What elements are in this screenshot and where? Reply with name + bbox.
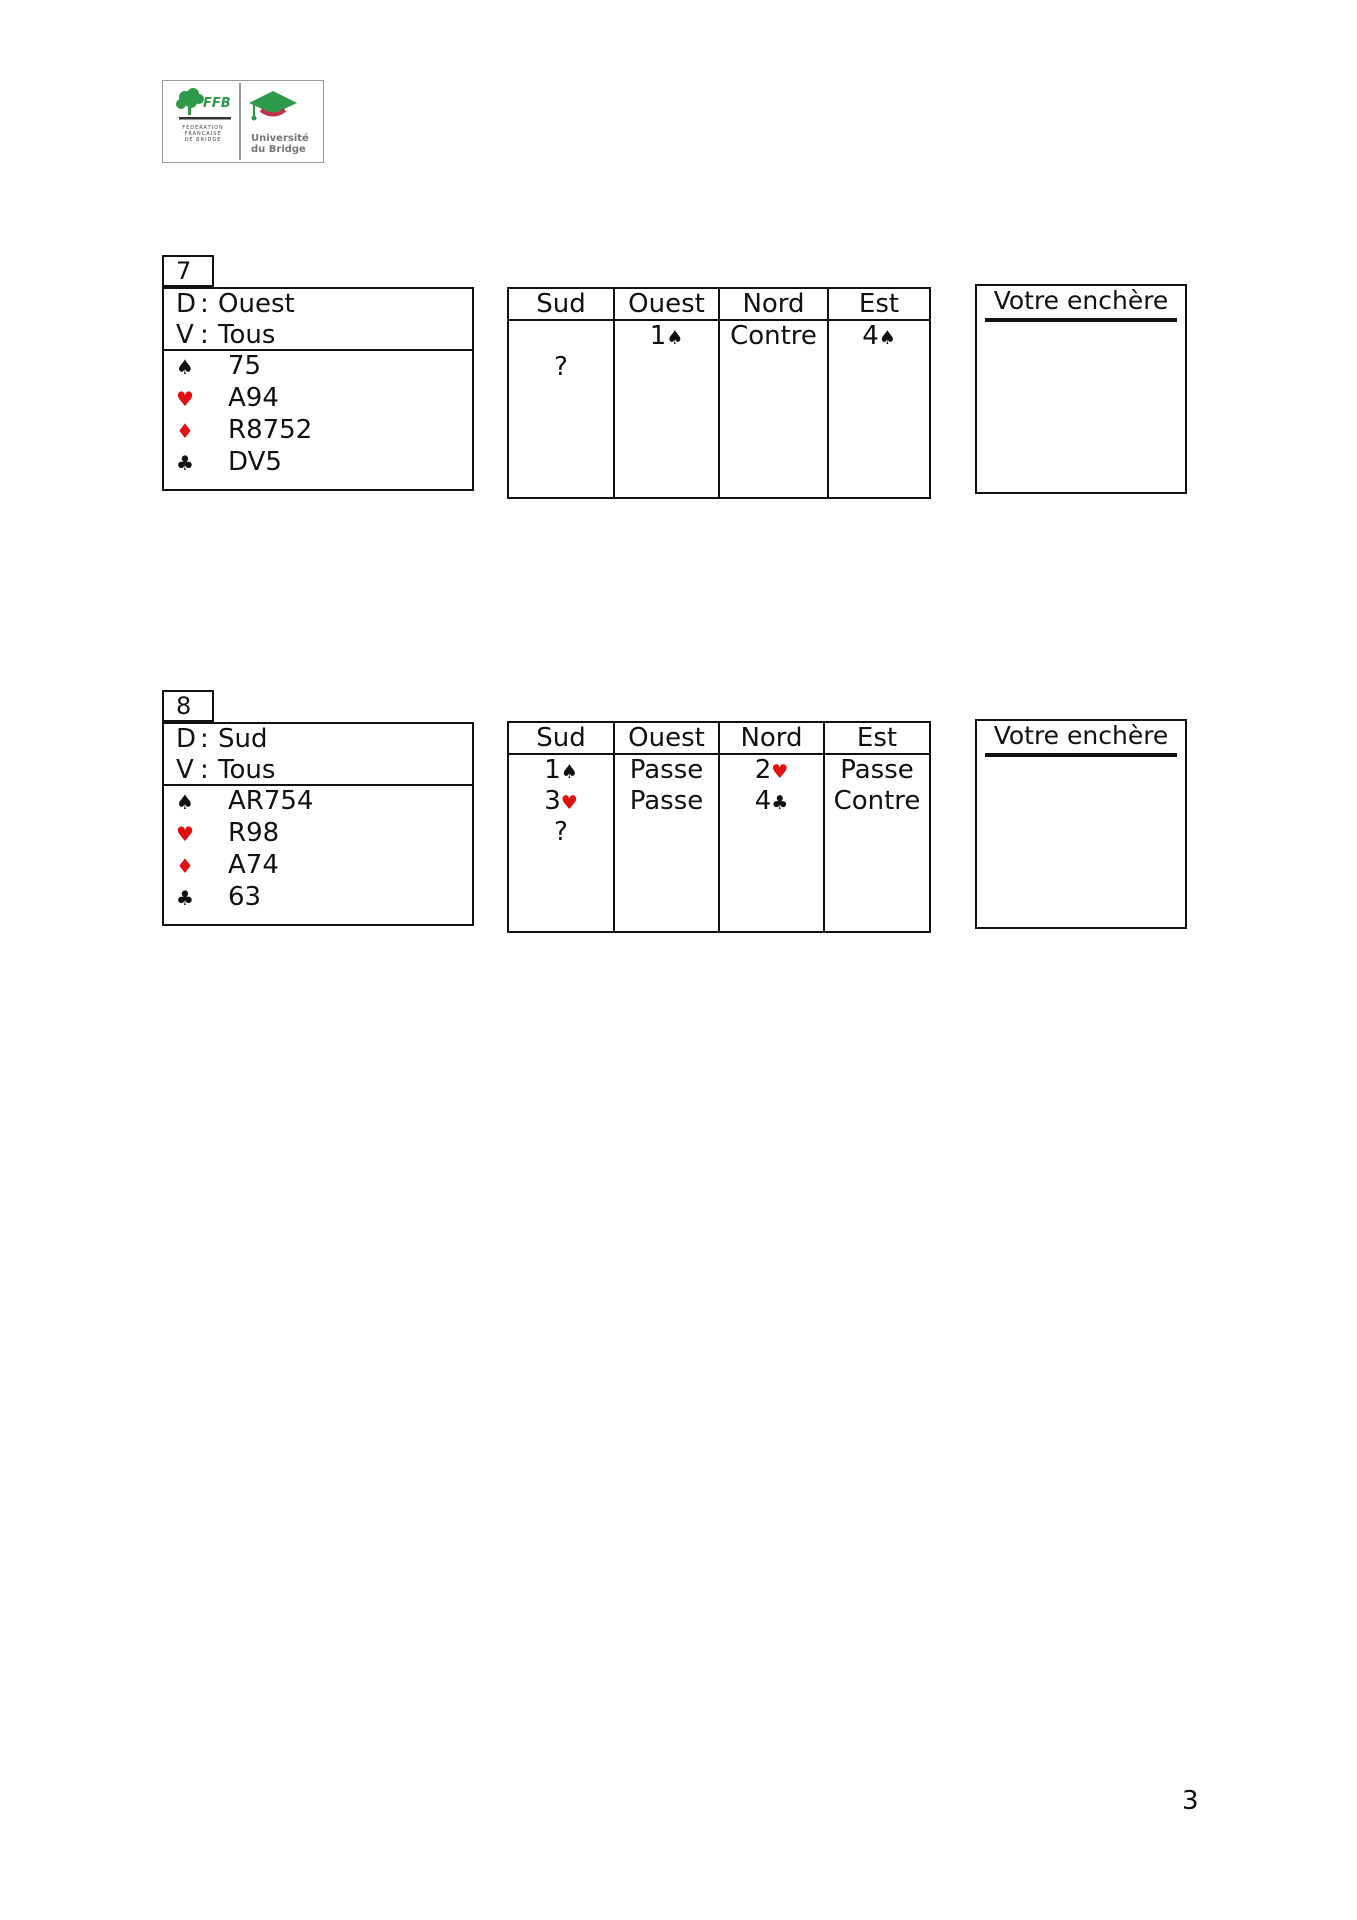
auction-header: Nord bbox=[720, 289, 827, 321]
club-icon: ♣ bbox=[176, 451, 194, 475]
board-number: 8 bbox=[162, 690, 214, 722]
heart-icon: ♥ bbox=[176, 822, 194, 846]
spade-icon: ♠ bbox=[878, 327, 896, 349]
votre-enchere-title: Votre enchère bbox=[993, 286, 1169, 315]
suit-row bbox=[176, 850, 472, 882]
diamond-icon: ♦ bbox=[176, 419, 194, 443]
suit-row bbox=[176, 786, 472, 818]
dealer-key: D bbox=[176, 289, 197, 319]
spade-icon: ♠ bbox=[666, 327, 684, 349]
auction-col-ouest bbox=[613, 289, 718, 497]
bid-cell: Contre bbox=[833, 786, 921, 816]
suit-row bbox=[176, 383, 472, 415]
vuln-value: Tous bbox=[218, 755, 276, 785]
bid-cell: Passe bbox=[840, 755, 914, 785]
vuln-key: V bbox=[176, 755, 194, 785]
bid-cell: 4♠ bbox=[862, 321, 896, 351]
bid-cell bbox=[509, 321, 613, 352]
page-number: 3 bbox=[1182, 1786, 1199, 1816]
auction-header: Est bbox=[825, 723, 929, 755]
suit-row bbox=[176, 447, 472, 479]
dealer-key: D bbox=[176, 724, 197, 754]
spade-icon: ♠ bbox=[560, 761, 578, 783]
dealer-value: Sud bbox=[218, 724, 268, 754]
auction-col-sud bbox=[509, 723, 613, 931]
heart-icon: ♥ bbox=[176, 387, 194, 411]
bid-cell: 3♥ bbox=[544, 786, 578, 816]
auction-col-nord bbox=[718, 289, 827, 497]
graduation-cap-icon bbox=[245, 87, 301, 127]
suit-row bbox=[176, 818, 472, 850]
auction-header: Est bbox=[829, 289, 929, 321]
bid-cell: Passe bbox=[629, 755, 704, 785]
auction-col-est bbox=[827, 289, 929, 497]
suit-row bbox=[176, 415, 472, 447]
bid-cell: ? bbox=[554, 352, 568, 382]
auction-header: Sud bbox=[509, 723, 613, 755]
auction-header: Sud bbox=[509, 289, 613, 321]
ffb-tree-icon bbox=[171, 87, 235, 121]
suit-cards: AR754 bbox=[228, 786, 314, 816]
ffb-logo bbox=[162, 80, 324, 163]
board-number: 7 bbox=[162, 255, 214, 287]
deal-info: D : Sud V : Tous bbox=[164, 724, 472, 786]
auction-table bbox=[507, 721, 931, 933]
diamond-icon: ♦ bbox=[176, 854, 194, 878]
auction-col-est bbox=[823, 723, 929, 931]
heart-icon: ♥ bbox=[771, 761, 789, 783]
vuln-key: V bbox=[176, 320, 194, 350]
spade-icon: ♠ bbox=[176, 790, 194, 814]
bid-cell: 4♣ bbox=[754, 786, 789, 816]
club-icon: ♣ bbox=[176, 886, 194, 910]
auction-table bbox=[507, 287, 931, 499]
bid-cell: ? bbox=[554, 817, 568, 847]
hand-panel bbox=[162, 722, 474, 926]
votre-enchere-title: Votre enchère bbox=[993, 721, 1169, 750]
hand-panel bbox=[162, 287, 474, 491]
hand-suits bbox=[164, 351, 472, 479]
heart-icon: ♥ bbox=[560, 792, 578, 814]
ffb-brand: FFB bbox=[203, 96, 231, 111]
suit-cards: 63 bbox=[228, 882, 262, 912]
auction-col-ouest bbox=[613, 723, 718, 931]
suit-cards: DV5 bbox=[228, 447, 282, 477]
vuln-value: Tous bbox=[218, 320, 276, 350]
auction-header: Ouest bbox=[615, 289, 718, 321]
suit-row bbox=[176, 882, 472, 914]
spade-icon: ♠ bbox=[176, 355, 194, 379]
auction-header: Ouest bbox=[615, 723, 718, 755]
auction-col-nord bbox=[718, 723, 823, 931]
federation-text: FEDERATION FRANCAISE DE BRIDGE bbox=[182, 125, 224, 143]
suit-cards: R8752 bbox=[228, 415, 313, 445]
hand-suits bbox=[164, 786, 472, 914]
universite-text: Université du Bridge bbox=[251, 133, 309, 155]
auction-header: Nord bbox=[720, 723, 823, 755]
logo-divider bbox=[239, 83, 241, 160]
suit-row bbox=[176, 351, 472, 383]
title-underline bbox=[985, 318, 1177, 322]
suit-cards: A74 bbox=[228, 850, 279, 880]
bid-cell: Passe bbox=[629, 786, 704, 816]
votre-enchere-box[interactable] bbox=[975, 284, 1187, 494]
club-icon: ♣ bbox=[771, 792, 789, 814]
title-underline bbox=[985, 753, 1177, 757]
bid-cell: 1♠ bbox=[544, 755, 578, 785]
bid-cell: 2♥ bbox=[754, 755, 789, 785]
suit-cards: R98 bbox=[228, 818, 280, 848]
suit-cards: A94 bbox=[228, 383, 279, 413]
bid-cell: 1♠ bbox=[649, 321, 684, 351]
deal-info: D : Ouest V : Tous bbox=[164, 289, 472, 351]
auction-col-sud bbox=[509, 289, 613, 497]
dealer-value: Ouest bbox=[218, 289, 295, 319]
votre-enchere-box[interactable] bbox=[975, 719, 1187, 929]
suit-cards: 75 bbox=[228, 351, 262, 381]
bid-cell: Contre bbox=[730, 321, 817, 351]
